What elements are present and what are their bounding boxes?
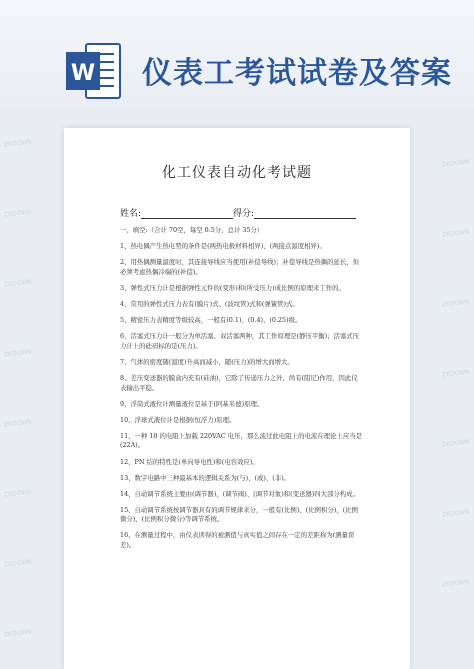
document-page	[64, 128, 410, 669]
name-score-row	[120, 206, 356, 219]
question-item: 8、差压变送器的膜盒内充有(硅油)，它除了传递压力之外，尚有(阻尼)作用，因此仪表输出平稳。	[120, 373, 358, 392]
question-item: 7、气体的密度随(温度)升高而减小，随(压力)的增大而增大。	[120, 357, 294, 366]
watermark-text: ZKDOWN	[3, 278, 33, 289]
watermark-text: ZKDOWN	[441, 228, 471, 239]
question-item: 12、PN 结的特性是(单向导电性)和(电容效应)。	[120, 457, 259, 466]
header-banner	[0, 0, 474, 112]
word-logo-letter: W	[70, 61, 96, 86]
question-item: 1、热电偶产生热电势的条件是(两热电极材料相异)、(两接点温度相异)。	[120, 242, 326, 251]
score-blank-line	[254, 208, 356, 219]
watermark-text: ZKDOWN	[441, 578, 471, 589]
watermark-text: ZKDOWN	[3, 138, 33, 149]
watermark-text: ZKDOWN	[3, 348, 33, 359]
word-document-icon	[64, 40, 122, 102]
section-header: 一、填空:（合计 70空，每空 0.5分，总计 35分）	[120, 226, 264, 234]
watermark-text: ZKDOWN	[3, 418, 33, 429]
watermark-text: ZKDOWN	[441, 438, 471, 449]
watermark-text: ZKDOWN	[441, 368, 471, 379]
document-title: 化工仪表自动化考试题	[162, 165, 312, 181]
question-item: 6、活塞式压力计一般分为单活塞、双活塞两种，其工作原理是(静压平衡)；活塞式压力计上的砝码标的是(压力)。	[120, 332, 360, 350]
name-label: 姓名:	[120, 209, 142, 219]
name-blank-line	[141, 208, 233, 219]
watermark-text: ZKDOWN	[3, 488, 33, 499]
watermark-text: ZKDOWN	[3, 628, 33, 639]
watermark-text: ZKDOWN	[3, 558, 33, 569]
exam-content	[120, 226, 364, 557]
watermark-right	[410, 120, 474, 669]
watermark-text: ZKDOWN	[441, 158, 471, 169]
score-label: 得分:	[233, 209, 255, 219]
watermark-left	[0, 120, 64, 669]
question-item: 9、浮筒式液位计测量液位是基于(阿基米德)原理。	[120, 399, 264, 408]
question-item: 11、一种 10 的电阻上加载 220VAC 电压，那么流过此电阻上的电流在理论上应当是(22A)。	[120, 431, 362, 450]
question-item: 4、常用的弹性式压力表有(膜片)式、(波纹管)式和(弹簧管)式。	[120, 299, 299, 308]
question-item: 15、自动调节系统按调节器具有的调节规律来分，一般有(比例)、(比例积分)、(比例微分)、(比例积分微分)等调节系统。	[120, 505, 358, 524]
watermark-text: ZKDOWN	[441, 298, 471, 309]
question-item: 13、数字电路中三种最基本的逻辑关系为(与)、(或)、(非)。	[120, 473, 291, 482]
question-item: 5、精密压力表精度等级较高，一般有(0.1)、(0.4)、(0.25)级。	[120, 316, 302, 325]
question-item: 3、弹性式压力计是根据弹性元件的(变形)和(所受压力)成比例的原理来工作的。	[120, 283, 345, 292]
question-item: 10、浮球式液位计是根据(恒浮力)原理。	[120, 415, 236, 424]
question-item: 16、在测量过程中，由仪表读得的被测值与真实值之间存在一定的差距称为(测量误差)。	[120, 531, 355, 550]
question-item: 2、用热偶测量温度时，其连接导线应当使用(补偿导线)；补偿导线是热偶的延长，但必须考虑热偶冷端的(补偿)。	[120, 258, 360, 276]
question-item: 14、自动调节系统主要由(调节器)、(调节阀)、(调节对象)和(变送器)四大部分构成。	[120, 489, 359, 498]
watermark-text: ZKDOWN	[3, 208, 33, 219]
watermark-text: ZKDOWN	[441, 508, 471, 519]
page-title: 仪表工考试试卷及答案	[142, 56, 452, 91]
